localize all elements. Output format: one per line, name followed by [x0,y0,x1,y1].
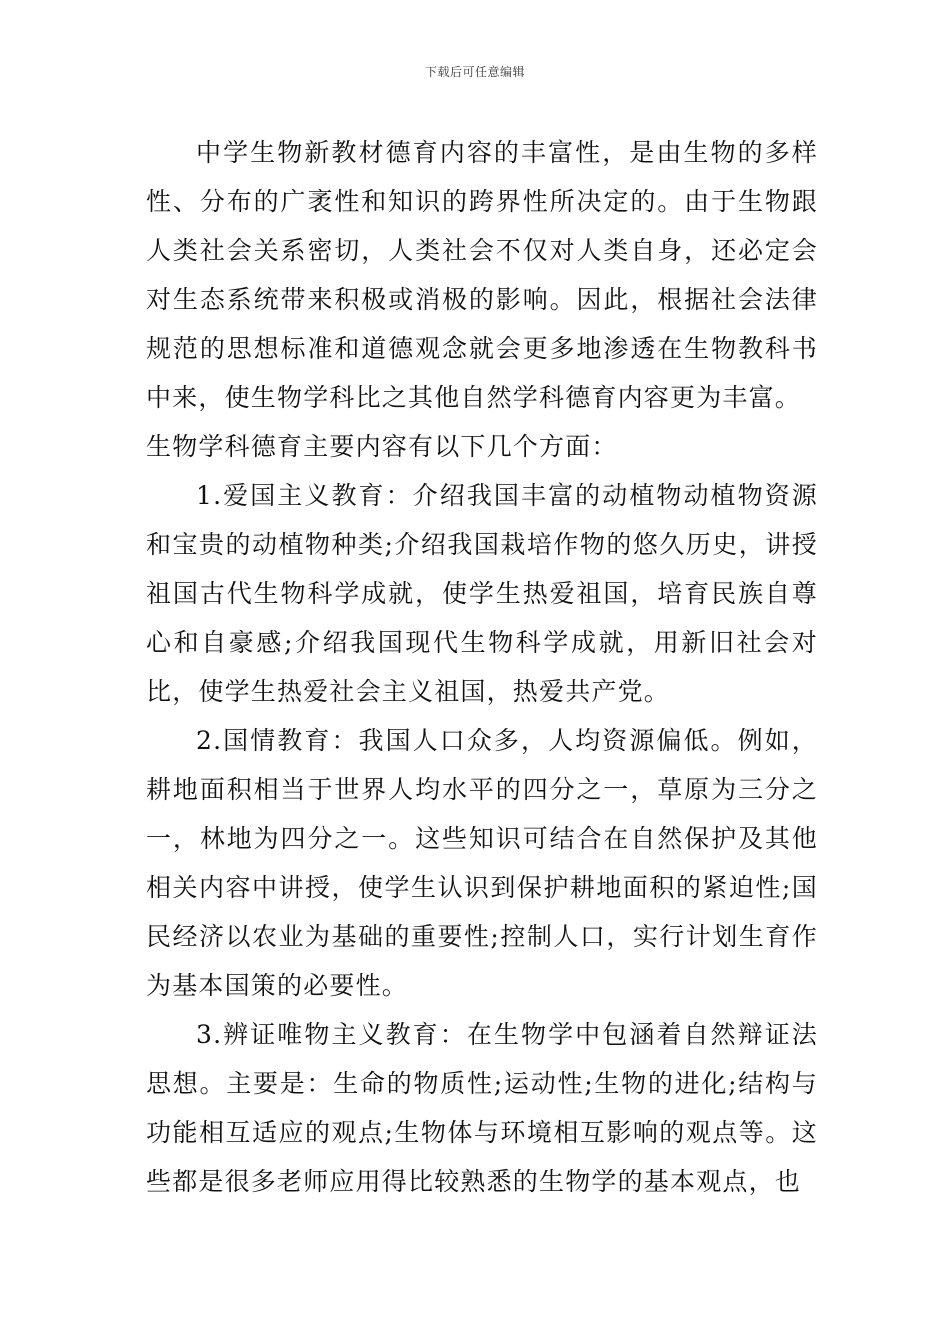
paragraph-intro: 中学生物新教材德育内容的丰富性，是由生物的多样性、分布的广袤性和知识的跨界性所决定的。由于生物跟人类社会关系密切，人类社会不仅对人类自身，还必定会对生态系统带来积极或消极的影响。因此，根据社会法律规范的思想标准和道德观念就会更多地渗透在生物教科书中来，使生物学科比之其他自然学科德育内容更为丰富。 [146,138,818,412]
paragraph-aspects-lead: 生物学科德育主要内容有以下几个方面： [146,432,618,461]
paragraph-patriotism: 1.爱国主义教育：介绍我国丰富的动植物动植物资源和宝贵的动植物种类;介绍我国栽培作物的悠久历史，讲授祖国古代生物科学成就，使学生热爱祖国，培育民族自尊心和自豪感;介绍我国现代生物科学成就，用新旧社会对比，使学生热爱社会主义祖国，热爱共产党。 [146,481,818,706]
document-body [146,128,818,1206]
header-note: 下载后可任意编辑 [424,65,525,79]
paragraph-national-conditions: 2.国情教育：我国人口众多，人均资源偏低。例如，耕地面积相当于世界人均水平的四分之一，草原为三分之一，林地为四分之一。这些知识可结合在自然保护及其他相关内容中讲授，使学生认识到保护耕地面积的紧迫性;国民经济以农业为基础的重要性;控制人口，实行计划生育作为基本国策的必要性。 [146,726,818,1000]
paragraph-dialectical-materialism: 3.辨证唯物主义教育：在生物学中包涵着自然辩证法思想。主要是：生命的物质性;运动性;生物的进化;结构与功能相互适应的观点;生物体与环境相互影响的观点等。这些都是很多老师应用得比较熟悉的生物学的基本观点，也 [146,1020,818,1196]
